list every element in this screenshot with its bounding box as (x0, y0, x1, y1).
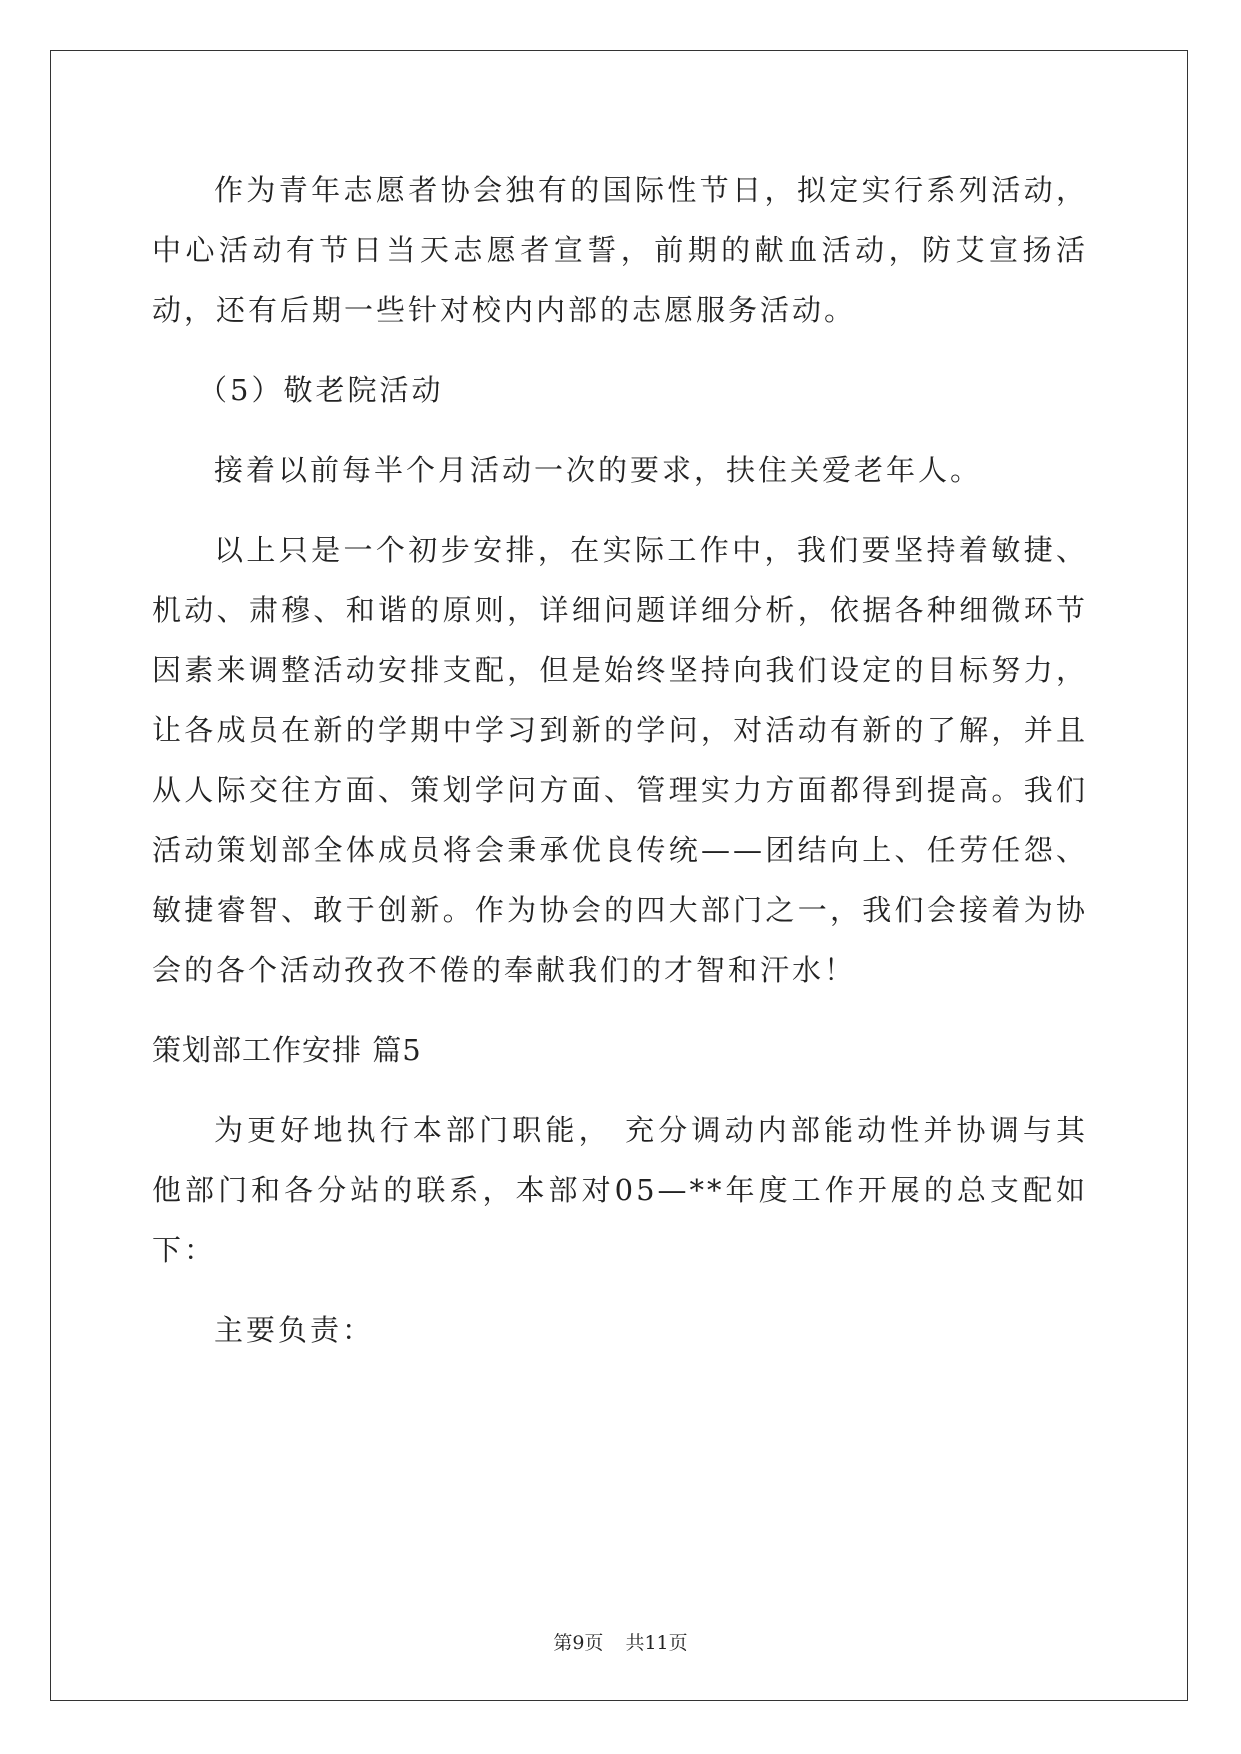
paragraph-summary: 以上只是一个初步安排，在实际工作中，我们要坚持着敏捷、机动、肃穆、和谐的原则，详细问题详细分析，依据各种细微环节因素来调整活动安排支配，但是始终坚持向我们设定的目标努力，让各成员在新的学期中学习到新的学问，对活动有新的了解，并且从人际交往方面、策划学问方面、管理实力方面都得到提高。我们活动策划部全体成员将会秉承优良传统——团结向上、任劳任怨、敏捷睿智、敢于创新。作为协会的四大部门之一，我们会接着为协会的各个活动孜孜不倦的奉献我们的才智和汗水！ (152, 533, 1088, 987)
paragraph-intro: 为更好地执行本部门职能， 充分调动内部能动性并协调与其他部门和各分站的联系，本部对05—**年度工作开展的总支配如下： (152, 1113, 1088, 1267)
paragraph-festival-activities: 作为青年志愿者协会独有的国际性节日，拟定实行系列活动，中心活动有节日当天志愿者宣誓，前期的献血活动，防艾宣扬活动，还有后期一些针对校内内部的志愿服务活动。 (152, 173, 1088, 327)
item-heading-nursing-home: （5）敬老院活动 (198, 373, 444, 407)
section-heading: 策划部工作安排 篇5 (152, 1033, 422, 1067)
page-footer (0, 1628, 1241, 1655)
page-number: 第9页 (553, 1632, 604, 1654)
paragraph-nursing-home: 接着以前每半个月活动一次的要求，扶住关爱老年人。 (214, 453, 983, 487)
page-total: 共11页 (625, 1632, 688, 1654)
paragraph-main-duties: 主要负责： (214, 1313, 375, 1347)
document-body (152, 160, 1088, 1380)
